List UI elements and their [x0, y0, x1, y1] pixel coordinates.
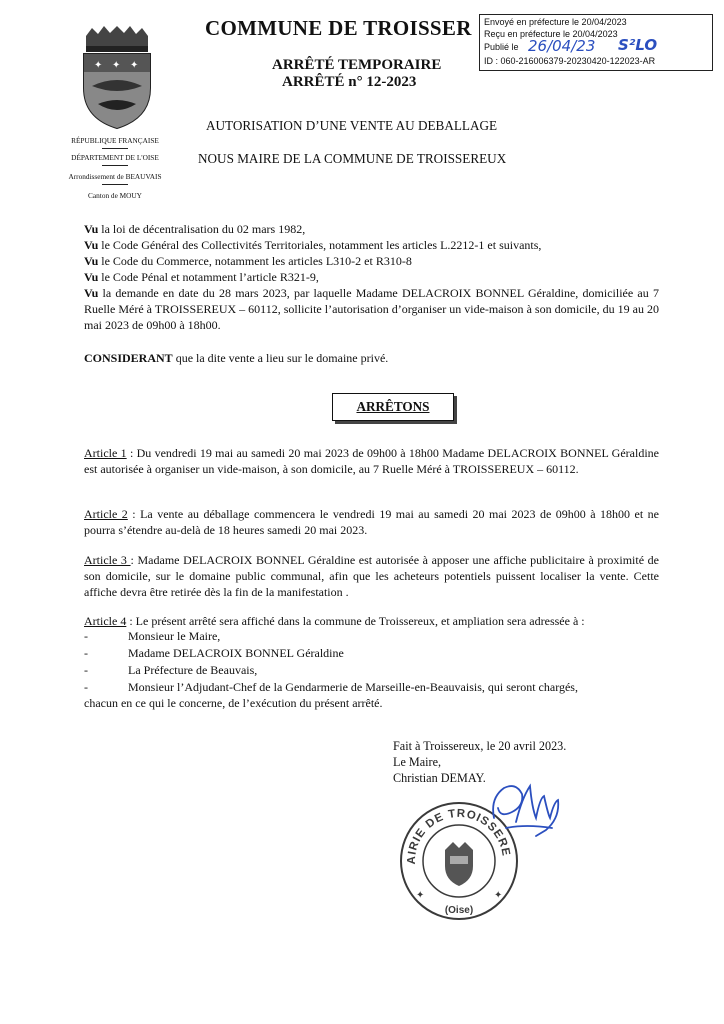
stamp-published-date: 26/04/23 — [528, 37, 596, 55]
mayor-signature-icon — [486, 778, 566, 840]
svg-text:✦: ✦ — [112, 60, 121, 71]
divider — [102, 184, 128, 185]
divider — [102, 148, 128, 149]
divider — [102, 165, 128, 166]
arrete-object: AUTORISATION D’UNE VENTE AU DEBALLAGE — [206, 118, 498, 133]
commune-crest-icon — [78, 26, 156, 130]
stamp-published-label: Publié le — [484, 42, 519, 52]
republic-label: RÉPUBLIQUE FRANÇAISE — [71, 136, 159, 145]
recipient-item: - Monsieur l’Adjudant-Chef de la Gendarmerie de Marseille-en-Beauvaisis, qui seront chargés, — [84, 680, 578, 694]
mayor-role: Le Maire, — [393, 755, 442, 769]
canton-label: Canton de MOUY — [88, 191, 142, 200]
svg-text:✦: ✦ — [130, 60, 139, 71]
closing-line: chacun en ce qui le concerne, de l’exécution du présent arrêté. — [84, 696, 383, 710]
stamp-id: ID : 060-216006379-20230420-122023-AR — [484, 56, 656, 66]
visas-block — [84, 221, 659, 333]
considerant: CONSIDERANT que la dite vente a lieu sur le domaine privé. — [84, 351, 389, 365]
visa-line: Vu le Code Général des Collectivités Territoriales, notamment les articles L.2212-1 et suivants, — [84, 238, 542, 252]
svg-text:✦: ✦ — [94, 60, 103, 71]
article-2: Article 2 : La vente au déballage commencera le vendredi 19 mai au samedi 20 mai 2023 de 09h00 à 18h00 et ne pourra s’étendre au-delà de 18 heures samedi 20 mai 2023. — [84, 507, 659, 537]
stamp-received: Reçu en préfecture le 20/04/2023 — [484, 29, 618, 39]
department-label: DÉPARTEMENT DE L'OISE — [71, 153, 159, 162]
stamp-initials: S²LO — [618, 36, 658, 54]
mayor-name: Christian DEMAY. — [393, 771, 486, 785]
visa-line: Vu la demande en date du 28 mars 2023, par laquelle Madame DELACROIX BONNEL Géraldine, domiciliée au 7 Ruelle Méré à TROISSEREUX – 60112, sollicite l’autorisation d’organiser un vide-maison à son domicile, du 19 au 20 mai 2023 de 09h00 à 18h00. — [84, 286, 659, 332]
issuer-line: NOUS MAIRE DE LA COMMUNE DE TROISSEREUX — [198, 151, 507, 166]
visa-line: Vu le Code Pénal et notamment l’article R321-9, — [84, 270, 319, 284]
recipient-item: - Monsieur le Maire, — [84, 629, 221, 643]
visa-line: Vu la loi de décentralisation du 02 mars 1982, — [84, 222, 306, 236]
seal-bottom-text: (Oise) — [444, 905, 474, 916]
recipient-item: - Madame DELACROIX BONNEL Géraldine — [84, 646, 344, 660]
stamp-sent: Envoyé en préfecture le 20/04/2023 — [484, 17, 627, 27]
recipient-item: - La Préfecture de Beauvais, — [84, 663, 258, 677]
arretons-heading: ARRÊTONS — [332, 393, 454, 421]
seal-ring-text: AIRIE DE TROISSERE — [405, 807, 512, 865]
svg-text:✦: ✦ — [494, 890, 503, 901]
arrondissement-label: Arrondissement de BEAUVAIS — [68, 172, 162, 181]
commune-title: COMMUNE DE TROISSER — [205, 16, 472, 40]
article-4: Article 4 : Le présent arrêté sera affiché dans la commune de Troissereux, et ampliation sera adressée à : — [84, 614, 585, 628]
place-date: Fait à Troissereux, le 20 avril 2023. — [393, 739, 567, 753]
prefecture-stamp — [479, 14, 713, 71]
article-3: Article 3 : Madame DELACROIX BONNEL Géraldine est autorisée à apposer une affiche publicitaire à proximité de son domicile, sur le domaine public communal, afin que les acheteurs potentiels puissent localiser la vente. Cette affiche devra être retirée dès la fin de la manifestation . — [84, 553, 659, 599]
arrete-type: ARRÊTÉ TEMPORAIRE — [272, 57, 442, 73]
svg-text:✦: ✦ — [416, 890, 425, 901]
visa-line: Vu le Code du Commerce, notamment les articles L310-2 et R310-8 — [84, 254, 412, 268]
article-1: Article 1 : Du vendredi 19 mai au samedi 20 mai 2023 de 09h00 à 18h00 Madame DELACROIX BONNEL Géraldine est autorisée à organiser un vide-maison, à son domicile, au 7 Ruelle Méré à TROISSEREUX – 60112. — [84, 446, 659, 476]
arrete-number: ARRÊTÉ n° 12-2023 — [282, 74, 417, 90]
